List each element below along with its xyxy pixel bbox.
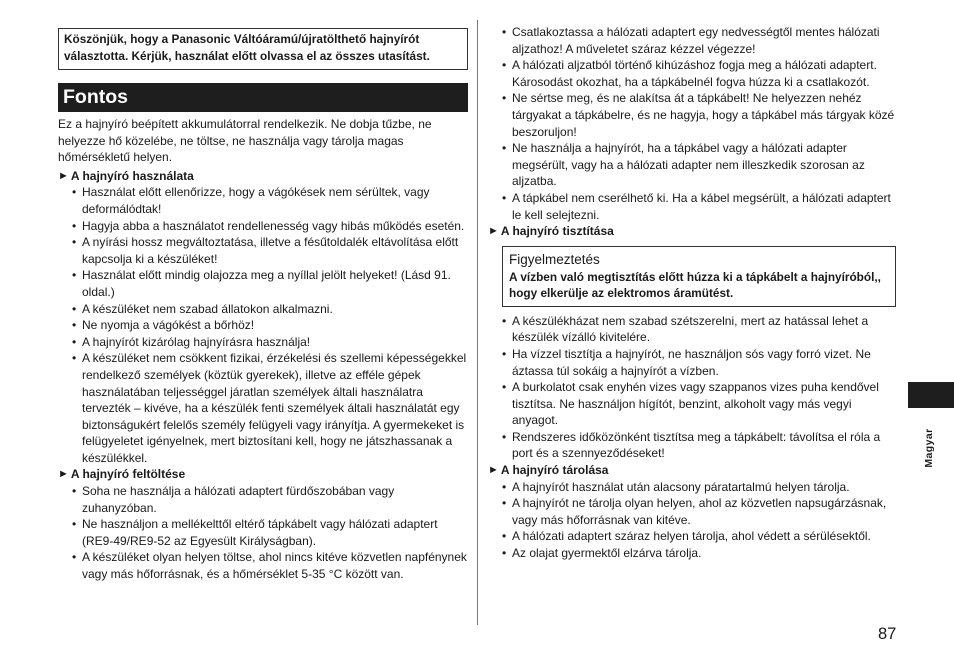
list-item: • A készülékházat nem szabad szétszerelni, mert az hatással lehet a készülék vízálló kivitelére.	[502, 313, 869, 345]
arrow-right-icon: ►	[488, 225, 499, 238]
warning-title: Figyelmeztetés	[509, 251, 600, 267]
bullet-icon: •	[72, 301, 77, 316]
arrow-right-icon: ►	[488, 464, 499, 477]
list-item: • Hagyja abba a használatot rendellenesség vagy hibás működés esetén.	[72, 218, 465, 233]
list-item: • A készüléket olyan helyen töltse, ahol nincs kitéve közvetlen napfénynek vagy más hőforrásnak, és a hőmérséklet 5-35 °C között van.	[72, 550, 467, 582]
warning-text: A vízben való megtisztítás előtt húzza ki a tápkábelt a hajnyíróból,, hogy elkerülje az elektromos áramütést.	[509, 269, 881, 301]
list-item: • A hajnyírót használat után alacsony páratartalmú helyen tárolja.	[502, 479, 850, 494]
list-charge-continued	[488, 24, 896, 223]
subheading-label: A hajnyíró tisztítása	[500, 224, 614, 239]
bullet-icon: •	[72, 484, 77, 499]
right-column	[488, 24, 896, 562]
list-item: • Rendszeres időközönként tisztítsa meg a tápkábelt: távolítsa el róla a port és a szennyeződéseket!	[502, 429, 881, 461]
list-item: • Ne sértse meg, és ne alakítsa át a tápkábelt! Ne helyezzen nehéz tárgyakat a tápkábelre, és ne hagyja, hogy a tápkábel más tárgyak közé beszoruljon!	[502, 91, 895, 139]
subheading-label: A hajnyíró használata	[70, 168, 194, 183]
list-item: • A hajnyírót ne tárolja olyan helyen, ahol az közvetlen napsugárzásnak, vagy más hőforrásnak van kitéve.	[502, 496, 887, 527]
intro-paragraph: Ez a hajnyíró beépített akkumulátorral rendelkezik. Ne dobja tűzbe, ne helyezze hő közelébe, ne töltse, ne használja vagy tárolja magas hőmérsékletű helyen.	[58, 117, 432, 165]
list-item: • A készüléket nem szabad állatokon alkalmazni.	[72, 301, 333, 316]
bullet-icon: •	[502, 380, 507, 395]
subheading-label: A hajnyíró tárolása	[500, 463, 609, 478]
list-store	[488, 479, 896, 562]
subheading-label: A hajnyíró feltöltése	[70, 467, 186, 482]
warning-box	[502, 246, 896, 307]
list-item: • Soha ne használja a hálózati adaptert fürdőszobában vagy zuhanyzóban.	[72, 484, 395, 515]
list-item: • Ne használjon a mellékelttől eltérő tápkábelt vagy hálózati adaptert (RE9-49/RE9-52 az Egyesült Királyságban).	[72, 517, 438, 548]
list-item: • Ha vízzel tisztítja a hajnyírót, ne használjon sós vagy forró vizet. Ne áztassa túl sokáig a hajnyírót a vízben.	[502, 346, 871, 378]
page-number: 87	[878, 625, 897, 643]
list-item: • A hálózati aljzatból történő kihúzáshoz fogja meg a hálózati adaptert. Károsodást okozhat, ha a tápkábelnél fogva húzza ki a csatlakozót.	[502, 58, 877, 89]
list-item: • Használat előtt ellenőrizze, hogy a vágókések nem sérültek, vagy deformálódtak!	[72, 185, 430, 216]
list-item: • Ne nyomja a vágókést a bőrhöz!	[72, 318, 255, 333]
bullet-icon: •	[502, 141, 507, 156]
bullet-icon: •	[72, 550, 77, 565]
subheading-charge	[58, 466, 468, 483]
bullet-icon: •	[502, 346, 507, 361]
column-divider	[477, 20, 478, 625]
subheading-store	[488, 462, 896, 479]
list-item: • Használat előtt mindig olajozza meg a nyíllal jelölt helyeket! (Lásd 91. oldal.)	[72, 268, 451, 299]
arrow-right-icon: ►	[58, 169, 69, 182]
list-item: • A nyírási hossz megváltoztatása, illetve a fésűtoldalék eltávolítása előtt kapcsolja ki a készüléket!	[72, 235, 459, 266]
list-item: • Csatlakoztassa a hálózati adaptert egy nedvességtől mentes hálózati aljzathoz! A műveletet száraz kézzel végezze!	[502, 25, 880, 56]
bullet-icon: •	[502, 91, 507, 106]
bullet-icon: •	[72, 334, 77, 349]
list-item: • A hajnyírót kizárólag hajnyírásra használja!	[72, 334, 311, 349]
bullet-icon: •	[502, 25, 507, 39]
list-clean	[488, 313, 896, 462]
section-heading: Fontos	[58, 83, 468, 112]
bullet-icon: •	[72, 517, 77, 532]
bullet-icon: •	[502, 529, 507, 544]
list-item: • A burkolatot csak enyhén vizes vagy szappanos vizes puha kendővel tisztítsa. Ne használjon hígítót, benzint, alkoholt vagy más vegyi anyagot.	[502, 380, 879, 428]
list-charge	[58, 483, 468, 583]
bullet-icon: •	[72, 235, 77, 250]
bullet-icon: •	[72, 185, 77, 200]
bullet-icon: •	[72, 268, 77, 283]
subheading-clean	[488, 223, 896, 240]
list-item: • A hálózati adaptert száraz helyen tárolja, ahol védett a sérülésektől.	[502, 529, 871, 544]
bullet-icon: •	[502, 479, 507, 494]
bullet-icon: •	[72, 318, 77, 333]
bullet-icon: •	[502, 496, 507, 511]
left-column	[58, 28, 468, 583]
arrow-right-icon: ►	[58, 468, 69, 481]
language-label: Magyar	[923, 428, 935, 468]
bullet-icon: •	[502, 190, 507, 205]
list-item: • A készüléket nem csökkent fizikai, érzékelési és szellemi képességekkel rendelkező személyek (köztük gyerekek), illetve az efféle gépek használatában teljességgel járatlan személyek általi használatra tervezték – kivéve, ha a készülék fenti személyek általi használatát egy biztonságukért felelős személy felügyeli vagy irányítja. A gyermekeket is felügyeletet igényelnek, mert biztosítani kell, hogy ne játszhassanak a készülékkel.	[72, 351, 467, 465]
list-item: • Ne használja a hajnyírót, ha a tápkábel vagy a hálózati adapter megsérült, vagy ha a hálózati adapter nem illeszkedik szorosan az aljzatba.	[502, 141, 865, 189]
subheading-use	[58, 168, 468, 185]
language-tab-marker	[908, 382, 954, 408]
intro-notice-box: Köszönjük, hogy a Panasonic Váltóáramú/újratölthető hajnyírót választotta. Kérjük, használat előtt olvassa el az összes utasítást.	[58, 28, 468, 70]
bullet-icon: •	[502, 546, 507, 561]
bullet-icon: •	[502, 58, 507, 73]
bullet-icon: •	[502, 429, 507, 444]
bullet-icon: •	[502, 313, 507, 328]
bullet-icon: •	[72, 218, 77, 233]
list-item: • A tápkábel nem cserélhető ki. Ha a kábel megsérült, a hálózati adaptert le kell selejtezni.	[502, 190, 891, 222]
list-item: • Az olajat gyermektől elzárva tárolja.	[502, 546, 702, 561]
list-use	[58, 184, 468, 466]
bullet-icon: •	[72, 351, 77, 366]
